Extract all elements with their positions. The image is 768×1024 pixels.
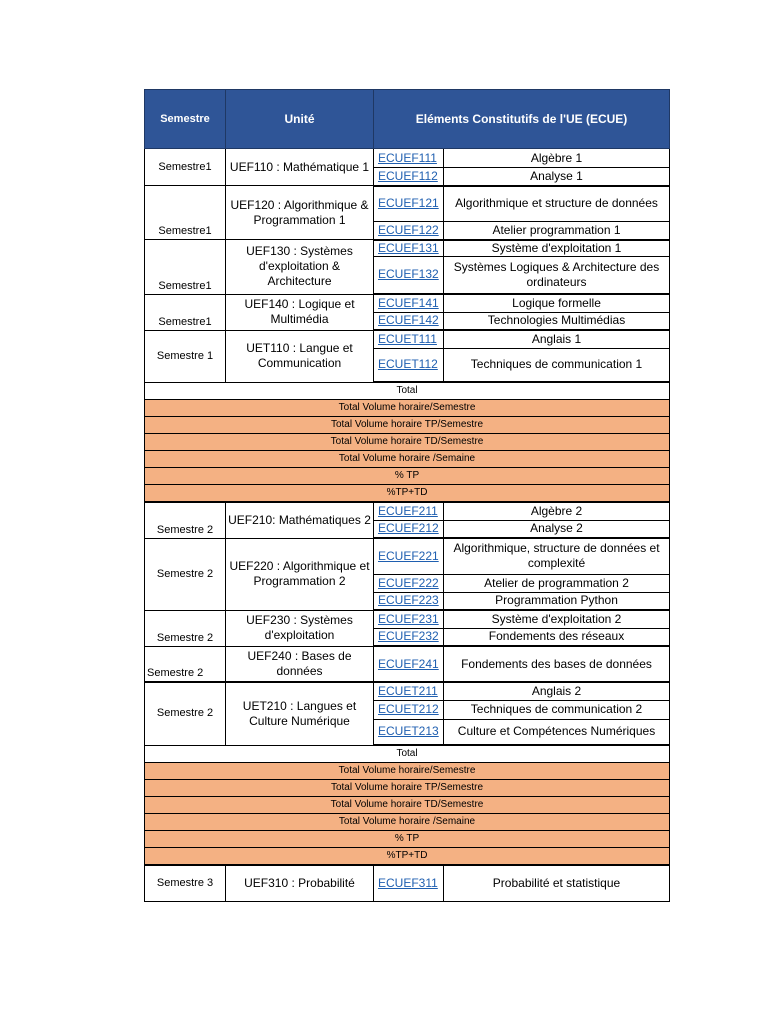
summary-cell: % TP	[145, 831, 670, 848]
summary-cell: Total Volume horaire /Semaine	[145, 451, 670, 468]
ecue-link[interactable]: ECUEF232	[378, 629, 439, 644]
summary-row	[145, 831, 670, 848]
semester-cell: Semestre 2	[145, 502, 226, 538]
summary-row	[145, 468, 670, 485]
unit-cell: UEF110 : Mathématique 1	[226, 149, 374, 186]
summary-row	[145, 797, 670, 814]
ecue-code-cell[interactable]	[374, 294, 444, 312]
table-row	[145, 865, 670, 901]
ecue-code-cell[interactable]	[374, 149, 444, 168]
ecue-title-cell: Système d'exploitation 2	[444, 610, 670, 628]
total-row	[145, 745, 670, 763]
total-row	[145, 382, 670, 400]
header-row	[145, 90, 670, 149]
summary-row	[145, 780, 670, 797]
table-row	[145, 646, 670, 682]
ecue-title-cell: Système d'exploitation 1	[444, 240, 670, 257]
ecue-title-cell: Atelier programmation 1	[444, 222, 670, 240]
ecue-link[interactable]: ECUEF223	[378, 593, 439, 608]
semester-cell: Semestre1	[145, 294, 226, 330]
ecue-code-cell[interactable]	[374, 592, 444, 610]
ecue-title-cell: Fondements des bases de données	[444, 646, 670, 682]
ecue-code-cell[interactable]	[374, 240, 444, 257]
ecue-code-cell[interactable]	[374, 682, 444, 700]
summary-cell: Total Volume horaire TD/Semestre	[145, 797, 670, 814]
summary-row	[145, 434, 670, 451]
ecue-title-cell: Programmation Python	[444, 592, 670, 610]
semester-cell: Semestre 2	[145, 646, 226, 682]
ecue-code-cell[interactable]	[374, 646, 444, 682]
table-row	[145, 186, 670, 222]
ecue-link[interactable]: ECUEF112	[378, 168, 438, 183]
ecue-title-cell: Probabilité et statistique	[444, 865, 670, 901]
summary-cell: %TP+TD	[145, 485, 670, 503]
unit-cell: UEF210: Mathématiques 2	[226, 502, 374, 538]
unit-cell: UEF120 : Algorithmique & Programmation 1	[226, 186, 374, 240]
semester-cell: Semestre1	[145, 186, 226, 240]
ecue-link[interactable]: ECUET212	[378, 702, 439, 716]
summary-row	[145, 848, 670, 866]
unit-cell: UET210 : Langues et Culture Numérique	[226, 682, 374, 745]
ecue-title-cell: Systèmes Logiques & Architecture des ordinateurs	[444, 256, 670, 294]
unit-cell: UEF130 : Systèmes d'exploitation & Architecture	[226, 240, 374, 295]
summary-cell: Total Volume horaire TP/Semestre	[145, 417, 670, 434]
curriculum-table	[144, 89, 670, 902]
ecue-title-cell: Culture et Compétences Numériques	[444, 719, 670, 745]
table-row	[145, 502, 670, 520]
ecue-title-cell: Algorithmique et structure de données	[444, 186, 670, 222]
total-cell: Total	[145, 745, 670, 763]
ecue-code-cell[interactable]	[374, 222, 444, 240]
summary-cell: Total Volume horaire TD/Semestre	[145, 434, 670, 451]
ecue-link[interactable]: ECUET211	[378, 683, 438, 698]
semester-cell: Semestre1	[145, 240, 226, 295]
total-cell: Total	[145, 382, 670, 400]
table-row	[145, 240, 670, 257]
summary-row	[145, 763, 670, 780]
ecue-title-cell: Algorithmique, structure de données et complexité	[444, 538, 670, 574]
ecue-link[interactable]: ECUEF111	[378, 150, 437, 165]
semester-cell: Semestre1	[145, 149, 226, 186]
ecue-link[interactable]: ECUEF121	[378, 196, 439, 211]
ecue-title-cell: Anglais 2	[444, 682, 670, 700]
semester-cell: Semestre 2	[145, 682, 226, 745]
ecue-link[interactable]: ECUET213	[378, 724, 439, 739]
ecue-code-cell[interactable]	[374, 538, 444, 574]
summary-row	[145, 814, 670, 831]
ecue-code-cell[interactable]	[374, 186, 444, 222]
ecue-link[interactable]: ECUEF231	[378, 611, 439, 626]
summary-cell: % TP	[145, 468, 670, 485]
ecue-link[interactable]: ECUEF311	[378, 875, 438, 890]
ecue-link[interactable]: ECUEF122	[378, 222, 439, 237]
ecue-code-cell[interactable]	[374, 312, 444, 330]
ecue-code-cell[interactable]	[374, 168, 444, 186]
ecue-title-cell: Techniques de communication 2	[444, 700, 670, 719]
ecue-code-cell[interactable]	[374, 628, 444, 646]
header-semestre: Semestre	[145, 90, 226, 149]
ecue-code-cell[interactable]	[374, 502, 444, 520]
table-row	[145, 682, 670, 700]
summary-cell: Total Volume horaire/Semestre	[145, 763, 670, 780]
ecue-title-cell: Analyse 2	[444, 520, 670, 538]
ecue-link[interactable]: ECUEF221	[378, 548, 439, 563]
semester-cell: Semestre 3	[145, 865, 226, 901]
table-row	[145, 330, 670, 348]
ecue-link[interactable]: ECUEF132	[378, 267, 439, 282]
summary-cell: Total Volume horaire /Semaine	[145, 814, 670, 831]
ecue-link[interactable]: ECUET112	[378, 357, 438, 372]
ecue-code-cell[interactable]	[374, 256, 444, 294]
ecue-title-cell: Analyse 1	[444, 168, 670, 186]
unit-cell: UEF310 : Probabilité	[226, 865, 374, 901]
ecue-code-cell[interactable]	[374, 719, 444, 745]
ecue-link[interactable]: ECUEF142	[378, 313, 439, 328]
header-ecue: Eléments Constitutifs de l'UE (ECUE)	[374, 90, 670, 149]
ecue-link[interactable]: ECUEF222	[378, 575, 439, 590]
ecue-title-cell: Anglais 1	[444, 330, 670, 348]
summary-cell: %TP+TD	[145, 848, 670, 866]
summary-row	[145, 417, 670, 434]
unit-cell: UET110 : Langue et Communication	[226, 330, 374, 382]
unit-cell: UEF230 : Systèmes d'exploitation	[226, 610, 374, 646]
summary-cell: Total Volume horaire/Semestre	[145, 400, 670, 417]
ecue-title-cell: Technologies Multimédias	[444, 312, 670, 330]
ecue-code-cell[interactable]	[374, 520, 444, 538]
ecue-link[interactable]: ECUEF131	[378, 240, 439, 255]
ecue-title-cell: Algèbre 2	[444, 502, 670, 520]
ecue-code-cell[interactable]	[374, 348, 444, 382]
table-row	[145, 538, 670, 574]
ecue-link[interactable]: ECUEF241	[378, 656, 439, 671]
ecue-link[interactable]: ECUEF141	[378, 295, 439, 310]
ecue-link[interactable]: ECUEF211	[378, 503, 438, 518]
unit-cell: UEF220 : Algorithmique et Programmation 2	[226, 538, 374, 610]
ecue-code-cell[interactable]	[374, 865, 444, 901]
ecue-title-cell: Fondements des réseaux	[444, 628, 670, 646]
ecue-link[interactable]: ECUEF212	[378, 521, 439, 536]
ecue-code-cell[interactable]	[374, 574, 444, 592]
ecue-code-cell[interactable]	[374, 610, 444, 628]
semester-cell: Semestre 2	[145, 538, 226, 610]
unit-cell: UEF240 : Bases de données	[226, 646, 374, 682]
table-row	[145, 149, 670, 168]
table-row	[145, 294, 670, 312]
ecue-title-cell: Atelier de programmation 2	[444, 574, 670, 592]
curriculum-table-wrapper	[144, 89, 669, 902]
semester-cell: Semestre 1	[145, 330, 226, 382]
unit-cell: UEF140 : Logique et Multimédia	[226, 294, 374, 330]
ecue-title-cell: Algèbre 1	[444, 149, 670, 168]
summary-row	[145, 451, 670, 468]
summary-cell: Total Volume horaire TP/Semestre	[145, 780, 670, 797]
ecue-link[interactable]: ECUET111	[378, 331, 437, 346]
summary-row	[145, 485, 670, 503]
ecue-code-cell[interactable]	[374, 700, 444, 719]
ecue-title-cell: Techniques de communication 1	[444, 348, 670, 382]
semester-cell: Semestre 2	[145, 610, 226, 646]
table-row	[145, 610, 670, 628]
ecue-title-cell: Logique formelle	[444, 294, 670, 312]
header-unite: Unité	[226, 90, 374, 149]
summary-row	[145, 400, 670, 417]
ecue-code-cell[interactable]	[374, 330, 444, 348]
